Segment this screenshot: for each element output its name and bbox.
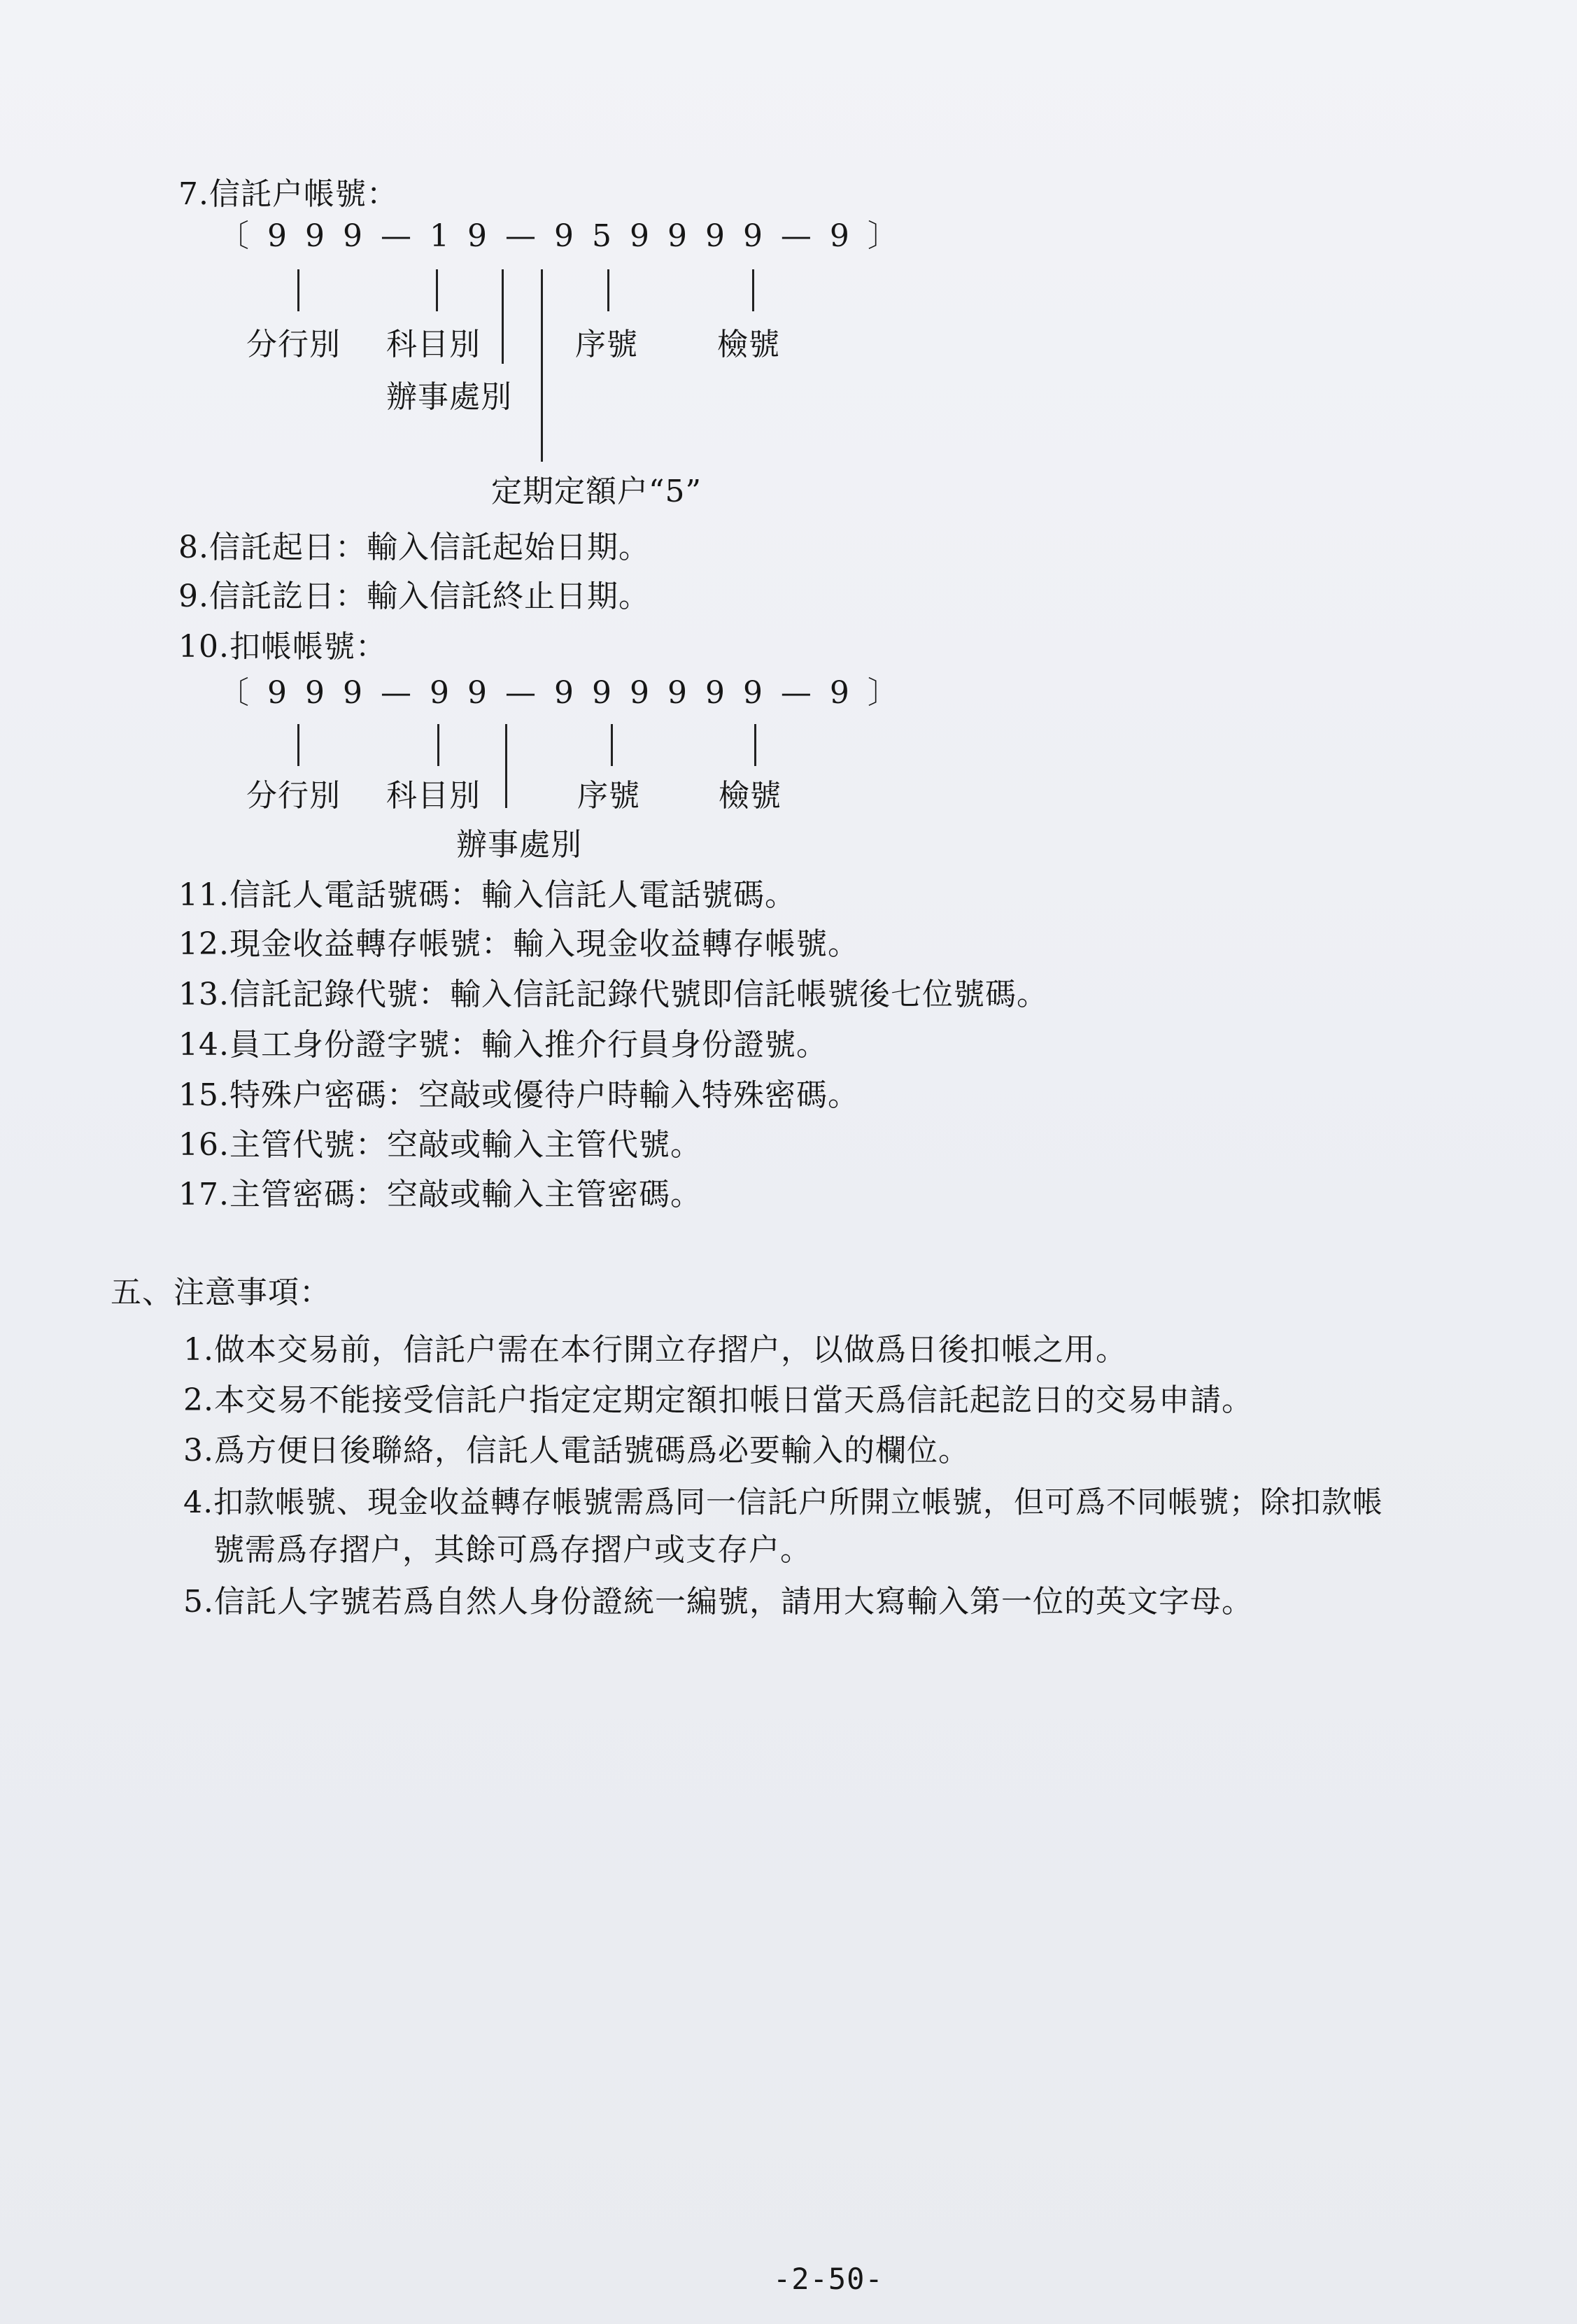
item7-label-subject: 科目別 [386,327,481,362]
notes-heading: 五、注意事項： [111,1275,331,1310]
item7-label-branch: 分行別 [246,327,341,362]
item13-text: 13.信託記錄代號：輸入信託記錄代號即信託帳號後七位號碼。 [178,977,1048,1012]
item10-account-format: 〔999—99—999999—9〕 [218,675,917,711]
note-5: 5.信託人字號若爲自然人身份證統一編號，請用大寫輸入第一位的英文字母。 [183,1584,1253,1620]
item10-heading: 10.扣帳帳號： [178,629,387,665]
item7-label-office: 辦事處別 [386,379,512,415]
item8-text: 8.信託起日：輸入信託起始日期。 [178,530,650,565]
item14-text: 14.員工身份證字號：輸入推介行員身份證號。 [178,1027,828,1063]
item10-label-subject: 科目別 [386,778,481,814]
item10-label-serial: 序號 [577,778,640,814]
item17-text: 17.主管密碼：空敲或輸入主管密碼。 [178,1177,702,1212]
item7-heading: 7.信託户帳號： [178,176,398,212]
note-4-line-2: 號需爲存摺户，其餘可爲存摺户或支存户。 [213,1532,812,1568]
note-1: 1.做本交易前，信託户需在本行開立存摺户，以做爲日後扣帳之用。 [183,1332,1127,1368]
item10-label-branch: 分行別 [246,778,341,814]
note-2: 2.本交易不能接受信託户指定定期定額扣帳日當天爲信託起訖日的交易申請。 [183,1382,1253,1418]
item10-label-office: 辦事處別 [456,827,582,863]
item7-label-fixed: 定期定額户“5” [491,474,702,509]
item7-label-check: 檢號 [717,327,780,362]
item7-label-serial: 序號 [575,327,638,362]
item16-text: 16.主管代號：空敲或輸入主管代號。 [178,1127,702,1163]
item9-text: 9.信託訖日：輸入信託終止日期。 [178,579,650,614]
item7-account-format: 〔999—19—959999—9〕 [218,218,917,254]
note-4-line-1: 4.扣款帳號、現金收益轉存帳號需爲同一信託户所開立帳號，但可爲不同帳號；除扣款帳 [183,1485,1384,1520]
item15-text: 15.特殊户密碼：空敲或優待户時輸入特殊密碼。 [178,1077,859,1113]
item11-text: 11.信託人電話號碼：輸入信託人電話號碼。 [178,877,796,913]
item10-label-check: 檢號 [719,778,782,814]
page-number: -2-50- [773,2262,884,2296]
note-3: 3.爲方便日後聯絡，信託人電話號碼爲必要輸入的欄位。 [183,1433,970,1468]
item12-text: 12.現金收益轉存帳號：輸入現金收益轉存帳號。 [178,926,859,962]
